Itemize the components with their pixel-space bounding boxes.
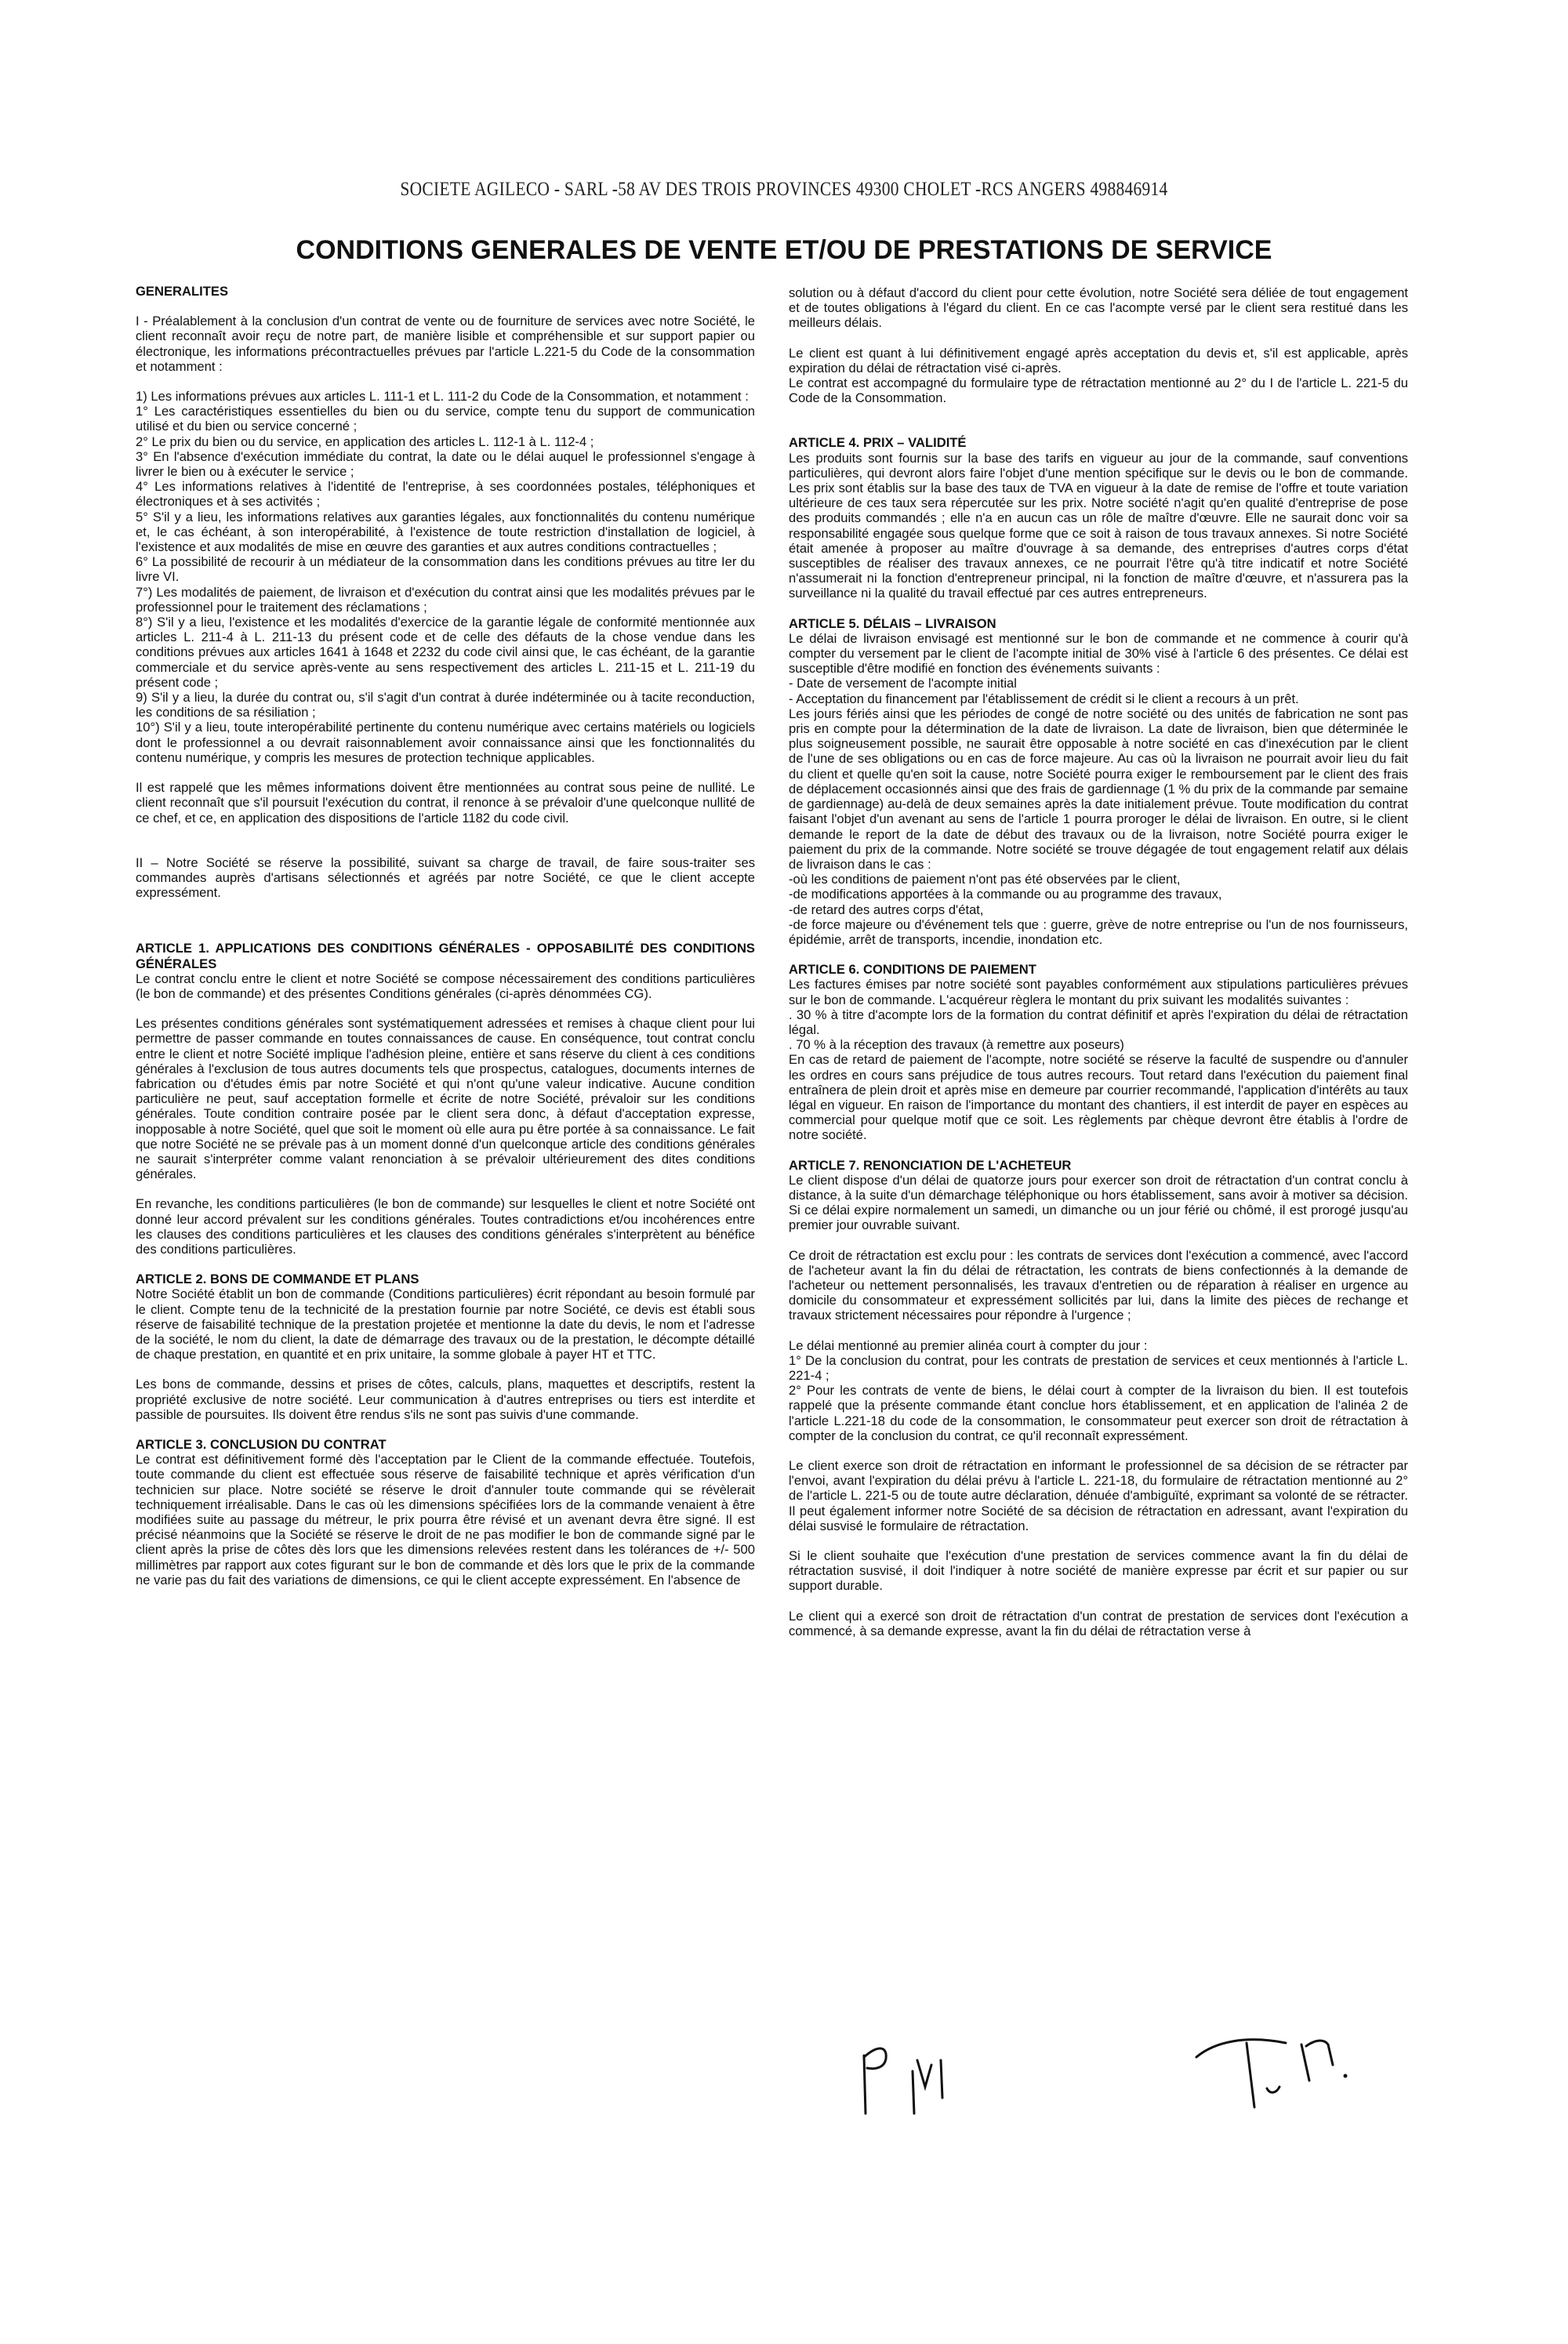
article-1-paragraph: Les présentes conditions générales sont systématiquement adressées et remises à chaque client pour lui permettre de passer commande en toutes connaissances de cause. En conséquence, tout contrat conclu entre le client et notre Société implique l'adhésion pleine, entière et sans réserve du client à ces conditions générales à l'exclusion de tous autres documents tels que prospectus, catalogues, documents internes de fabrication ou d'études émis par notre Société et qui n'ont qu'une valeur indicative. Aucune condition particulière ne peut, sauf acceptation formelle et écrite de notre Société, prévaloir sur les conditions générales. Toute condition contraire posée par le client sera donc, à défaut d'acceptation expresse, inopposable à notre Société, quel que soit le moment où elle aura pu être portée à sa connaissance. Le fait que notre Société ne se prévale pas à un moment donné d'un quelconque article des conditions générales ne saurait s'interpréter comme valant renonciation à se prévaloir ultérieurement des dites conditions générales.	[136, 1016, 755, 1182]
list-item: 10°) S'il y a lieu, toute interopérabilité pertinente du contenu numérique avec certains matériels ou logiciels dont le professionnel a ou devrait raisonnablement avoir connaissance ainsi que les fonctionnalités du contenu numérique, y compris les mesures de protection technique applicables.	[136, 720, 755, 765]
article-1-paragraph: En revanche, les conditions particulières (le bon de commande) sur lesquelles le client et notre Société ont donné leur accord prévalent sur les conditions générales. Toutes contradictions et/ou incohérences entre les clauses des conditions particulières et les clauses des conditions générales s'interprètent au bénéfice des conditions particulières.	[136, 1196, 755, 1257]
list-item: 4° Les informations relatives à l'identité de l'entreprise, à ses coordonnées postales, téléphoniques et électroniques et à ses activités ;	[136, 479, 755, 510]
list-item: 8°) S'il y a lieu, l'existence et les modalités d'exercice de la garantie légale de conformité mentionnée aux articles L. 211-4 à L. 211-13 du présent code et de celle des défauts de la chose vendue dans les conditions prévues aux articles 1641 à 1648 et 2232 du code civil ainsi que, le cas échéant, de la garantie commerciale et du service après-vente au sens respectivement des articles L. 211-15 et L. 211-19 du présent code ;	[136, 615, 755, 690]
list-item: 2° Le prix du bien ou du service, en application des articles L. 112-1 à L. 112-4 ;	[136, 434, 594, 449]
article-7-paragraph: Le client qui a exercé son droit de rétractation d'un contrat de prestation de services dont l'exécution a commencé, à sa demande expresse, avant la fin du délai de rétractation verse à	[789, 1608, 1408, 1638]
article-5-event: - Date de versement de l'acompte initial	[789, 676, 1017, 691]
article-3-continuation: solution ou à défaut d'accord du client pour cette évolution, notre Société sera déliée de tout engagement et de toutes obligations à l'égard du client. En ce cas l'acompte versé par le client sera restitué dans les meilleurs délais.	[789, 285, 1408, 331]
article-1-heading: ARTICLE 1. APPLICATIONS DES CONDITIONS GÉNÉRALES - OPPOSABILITÉ DES CONDITIONS GÉNÉRALES	[136, 941, 755, 971]
left-column	[136, 284, 755, 1587]
article-5-event: - Acceptation du financement par l'établissement de crédit si le client a recours à un prêt.	[789, 691, 1299, 706]
article-1-paragraph: Le contrat conclu entre le client et notre Société se compose nécessairement des conditions particulières (le bon de commande) et des présentes Conditions générales (ci-après dénommées CG).	[136, 971, 755, 1001]
article-7-item: 1° De la conclusion du contrat, pour les contrats de prestation de services et ceux mentionnés à l'article L. 221-4 ;	[789, 1352, 1408, 1383]
article-5-case: -de modifications apportées à la commande ou au programme des travaux,	[789, 887, 1222, 902]
list-item: 1° Les caractéristiques essentielles du bien ou du service, compte tenu du support de communication utilisé et du bien ou service concerné ;	[136, 404, 755, 434]
article-6-heading: ARTICLE 6. CONDITIONS DE PAIEMENT	[789, 962, 1036, 978]
list-item: 6° La possibilité de recourir à un médiateur de la consommation dans les conditions prévues au titre Ier du livre VI.	[136, 554, 755, 585]
list-intro: 1) Les informations prévues aux articles L. 111-1 et L. 111-2 du Code de la Consommation, et notamment :	[136, 389, 749, 405]
article-2-paragraph: Notre Société établit un bon de commande (Conditions particulières) écrit répondant au besoin formulé par le client. Compte tenu de la technicité de la prestation fournie par notre Société, ce devis est établi sous réserve de faisabilité technique de la prestation projetée et mentionne la date du devis, le nom et l'adresse de la société, le nom du client, la date de démarrage des travaux ou de la prestation, le décompte détaillé de chaque prestation, en quantité et en prix unitaire, la somme globale à payer HT et TTC.	[136, 1286, 755, 1362]
article-3-heading: ARTICLE 3. CONCLUSION DU CONTRAT	[136, 1437, 387, 1452]
article-4-heading: ARTICLE 4. PRIX – VALIDITÉ	[789, 435, 967, 451]
article-7-paragraph: Le délai mentionné au premier alinéa court à compter du jour :	[789, 1337, 1148, 1353]
article-3-continuation: Le client est quant à lui définitivement engagé après acceptation du devis et, s'il est applicable, après expiration du délai de rétractation visé ci-après.	[789, 345, 1408, 376]
company-header-line: SOCIETE AGILECO - SARL -58 AV DES TROIS PROVINCES 49300 CHOLET -RCS ANGERS 498846914	[400, 179, 1168, 200]
article-7-paragraph: Le client exerce son droit de rétractation en informant le professionnel de sa décision de se rétracter par l'envoi, avant l'expiration du délai prévu à l'article L. 221-18, du formulaire de rétractation mentionné au 2° de l'article L. 221-5 ou de toute autre déclaration, dénuée d'ambiguïté, exprimant sa volonté de se rétracter. Il peut également informer notre Société de sa décision de rétractation en adressant, avant l'expiration du délai susvisé le formulaire de rétractation.	[789, 1458, 1408, 1533]
article-4-paragraph: Les produits sont fournis sur la base des tarifs en vigueur au jour de la commande, sauf conventions particulières, qui devront alors faire l'objet d'une mention spécifique sur le devis ou le bon de commande. Les prix sont établis sur la base des taux de TVA en vigueur à la date de remise de l'offre et toute variation ultérieure de ces taux sera répercutée sur les prix. Notre société n'agit qu'en qualité d'entreprise de pose des produits commandés ; elle n'a en aucun cas un rôle de maître d'œuvre. Elle ne saurait donc voir sa responsabilité engagée sous quelque forme que ce soit à raison de tous travaux annexes. Si notre Société était amenée à proposer au maître d'ouvrage à sa demande, des entreprises d'autres corps d'état susceptibles de réaliser des travaux annexes, ce ne pourrait l'être qu'à titre indicatif et notre Société n'assumerait ni la fonction d'entrepreneur principal, ni la fonction de maître d'œuvre, et n'assurera pas la surveillance ni la qualité du travail effectué par ces autres entrepreneurs.	[789, 450, 1408, 601]
article-3-paragraph: Le contrat est définitivement formé dès l'acceptation par le Client de la commande effectuée. Toutefois, toute commande du client est effectuée sous réserve de faisabilité technique et après vérification d'un technicien sur place. Notre société se réserve le droit d'annuler toute commande qui se révèlerait techniquement irréalisable. Dans le cas où les dimensions spécifiées lors de la commande venaient à être modifiées suite au passage du métreur, le prix pourra être révisé et un avenant devra être signé. Il est précisé néanmoins que la Société se réserve le droit de ne pas modifier le bon de commande signé par le client après la prise de côtes dès lors que les dimensions relevées restent dans les tolérances de +/- 500 millimètres par rapport aux cotes figurant sur le bon de commande et dès lors que le prix de la commande ne varie pas du fait des variations de dimensions, ce qui le client accepte expressément. En l'absence de	[136, 1452, 755, 1587]
article-6-term: . 30 % à titre d'acompte lors de la formation du contrat définitif et après l'expiration du délai de rétractation légal.	[789, 1007, 1408, 1037]
article-7-heading: ARTICLE 7. RENONCIATION DE L'ACHETEUR	[789, 1157, 1072, 1173]
paragraph-preliminary: I - Préalablement à la conclusion d'un contrat de vente ou de fourniture de services avec notre Société, le client reconnaît avoir reçu de notre part, de manière lisible et compréhensible et sur support papier ou électronique, les informations précontractuelles prévues par l'article L.221-5 du Code de la consommation et notamment :	[136, 314, 755, 374]
list-item: 3° En l'absence d'exécution immédiate du contrat, la date ou le délai auquel le professionnel s'engage à livrer le bien ou à exécuter le service ;	[136, 448, 755, 480]
section-heading-generalites: GENERALITES	[136, 284, 229, 299]
article-6-paragraph: En cas de retard de paiement de l'acompte, notre société se réserve la faculté de suspendre ou d'annuler les ordres en cours sans préjudice de tous autres recours. Tout retard dans l'exécution du paiement final entraînera de plein droit et après mise en demeure par courrier recommandé, l'application d'intérêts au taux légal en vigueur. En raison de l'importance du montant des chantiers, il est interdit de payer en espèces au commercial pour quelque motif que ce soit. Les règlements par chèque devront être établis à l'ordre de notre société.	[789, 1052, 1408, 1143]
article-7-paragraph: Ce droit de rétractation est exclu pour : les contrats de services dont l'exécution a commencé, avec l'accord de l'acheteur avant la fin du délai de rétractation, les contrats de biens confectionnés à la demande de l'acheteur ou nettement personnalisés, les travaux d'entretien ou de réparation à réaliser en urgence au domicile du consommateur et expressément sollicités par lui, dans la limite des pièces de rechange et travaux strictement nécessaires pour répondre à l'urgence ;	[789, 1247, 1408, 1323]
article-3-continuation: Le contrat est accompagné du formulaire type de rétractation mentionné au 2° du I de l'article L. 221-5 du Code de la Consommation.	[789, 376, 1408, 406]
article-7-paragraph: Si le client souhaite que l'exécution d'une prestation de services commence avant la fin du délai de rétractation susvisé, il doit l'indiquer à notre société de manière expresse par écrit et sur papier ou sur support durable.	[789, 1548, 1408, 1594]
paragraph-rappel: Il est rappelé que les mêmes informations doivent être mentionnées au contrat sous peine de nullité. Le client reconnaît que s'il poursuit l'exécution du contrat, il renonce à se prévaloir d'une quelconque nullité de ce chef, et ce, en application des dispositions de l'article 1182 du code civil.	[136, 780, 755, 825]
article-6-paragraph: Les factures émises par notre société sont payables conformément aux stipulations particulières prévues sur le bon de commande. L'acquéreur règlera le montant du prix suivant les modalités suivantes :	[789, 977, 1408, 1007]
article-5-case: -de force majeure ou d'événement tels que : guerre, grève de notre entreprise ou l'un de nos fournisseurs, épidémie, arrêt de transports, incendie, inondation etc.	[789, 916, 1408, 947]
handwritten-initials-th	[1192, 2038, 1356, 2117]
right-column	[789, 285, 1408, 1638]
handwritten-initials-pm	[855, 2038, 964, 2124]
article-7-item: 2° Pour les contrats de vente de biens, le délai court à compter de la livraison du bien. Il est toutefois rappelé que la présente commande étant conclue hors établissement, et en application de l'alinéa 2 de l'article L.221-18 du code de la consommation, le consommateur peut exercer son droit de rétractation à compter de la conclusion du contrat, ce qu'il reconnaît expressément.	[789, 1383, 1408, 1443]
article-5-heading: ARTICLE 5. DÉLAIS – LIVRAISON	[789, 615, 996, 631]
list-item: 9) S'il y a lieu, la durée du contrat ou, s'il s'agit d'un contrat à durée indéterminée ou à tacite reconduction, les conditions de sa résiliation ;	[136, 690, 755, 720]
paragraph-sous-traitance: II – Notre Société se réserve la possibilité, suivant sa charge de travail, de faire sous-traiter ses commandes auprès d'artisans sélectionnés et agréés par notre Société, ce que le client accepte expressément.	[136, 855, 755, 901]
article-2-heading: ARTICLE 2. BONS DE COMMANDE ET PLANS	[136, 1272, 419, 1287]
article-5-paragraph: Les jours fériés ainsi que les périodes de congé de notre société ou des unités de fabrication ne sont pas pris en compte pour la détermination de la date de livraison. La date de livraison, bien que déterminée le plus soigneusement possible, ne saurait être opposable à notre société en cas d'inexécution par le client de l'une de ses obligations ou en cas de force majeure. Au cas où la livraison ne pourrait avoir lieu du fait du client et quelle qu'en soit la cause, notre Société pourra exiger le remboursement par le client des frais de déplacement occasionnés ainsi que des frais de gardiennage (1 % du prix de la commande par semaine de gardiennage) au-delà de deux semaines après la date initialement prévue. Toute modification du contrat faisant l'objet d'un avenant au sens de l'article 1 pourra proroger le délai de livraison. En outre, si le client demande le report de la date de début des travaux ou de la livraison, notre Société pourra exiger le paiement du prix de la commande. Notre société se trouve dégagée de tout engagement relatif aux délais de livraison dans le cas :	[789, 706, 1408, 872]
document-title: CONDITIONS GENERALES DE VENTE ET/OU DE PRESTATIONS DE SERVICE	[296, 235, 1272, 265]
article-6-term: . 70 % à la réception des travaux (à remettre aux poseurs)	[789, 1037, 1124, 1053]
article-5-case: -de retard des autres corps d'état,	[789, 902, 984, 917]
article-5-paragraph: Le délai de livraison envisagé est mentionné sur le bon de commande et ne commence à courir qu'à compter du versement par le client de l'acompte initial de 30% visé à l'article 6 des présentes. Ce délai est susceptible d'être modifié en fonction des événements suivants :	[789, 630, 1408, 677]
list-item: 7°) Les modalités de paiement, de livraison et d'exécution du contrat ainsi que les modalités prévues par le professionnel pour le traitement des réclamations ;	[136, 584, 755, 615]
article-2-paragraph: Les bons de commande, dessins et prises de côtes, calculs, plans, maquettes et descriptifs, restent la propriété exclusive de notre société. Leur communication à d'autres entreprises ou tiers est interdite et passible de poursuites. Ils doivent être rendus s'ils ne sont pas suivis d'une commande.	[136, 1377, 755, 1422]
article-7-paragraph: Le client dispose d'un délai de quatorze jours pour exercer son droit de rétractation d'un contrat conclu à distance, à la suite d'un démarchage téléphonique ou hors établissement, sans avoir à motiver sa décision. Si ce délai expire normalement un samedi, un dimanche ou un jour férié ou chômé, il est prorogé jusqu'au premier jour ouvrable suivant.	[789, 1172, 1408, 1233]
list-item: 5° S'il y a lieu, les informations relatives aux garanties légales, aux fonctionnalités du contenu numérique et, le cas échéant, à son interopérabilité, à l'existence de toute restriction d'installation de logiciel, à l'existence et aux modalités de mise en œuvre des garanties et aux autres conditions contractuelles ;	[136, 509, 755, 555]
article-5-case: -où les conditions de paiement n'ont pas été observées par le client,	[789, 872, 1181, 887]
